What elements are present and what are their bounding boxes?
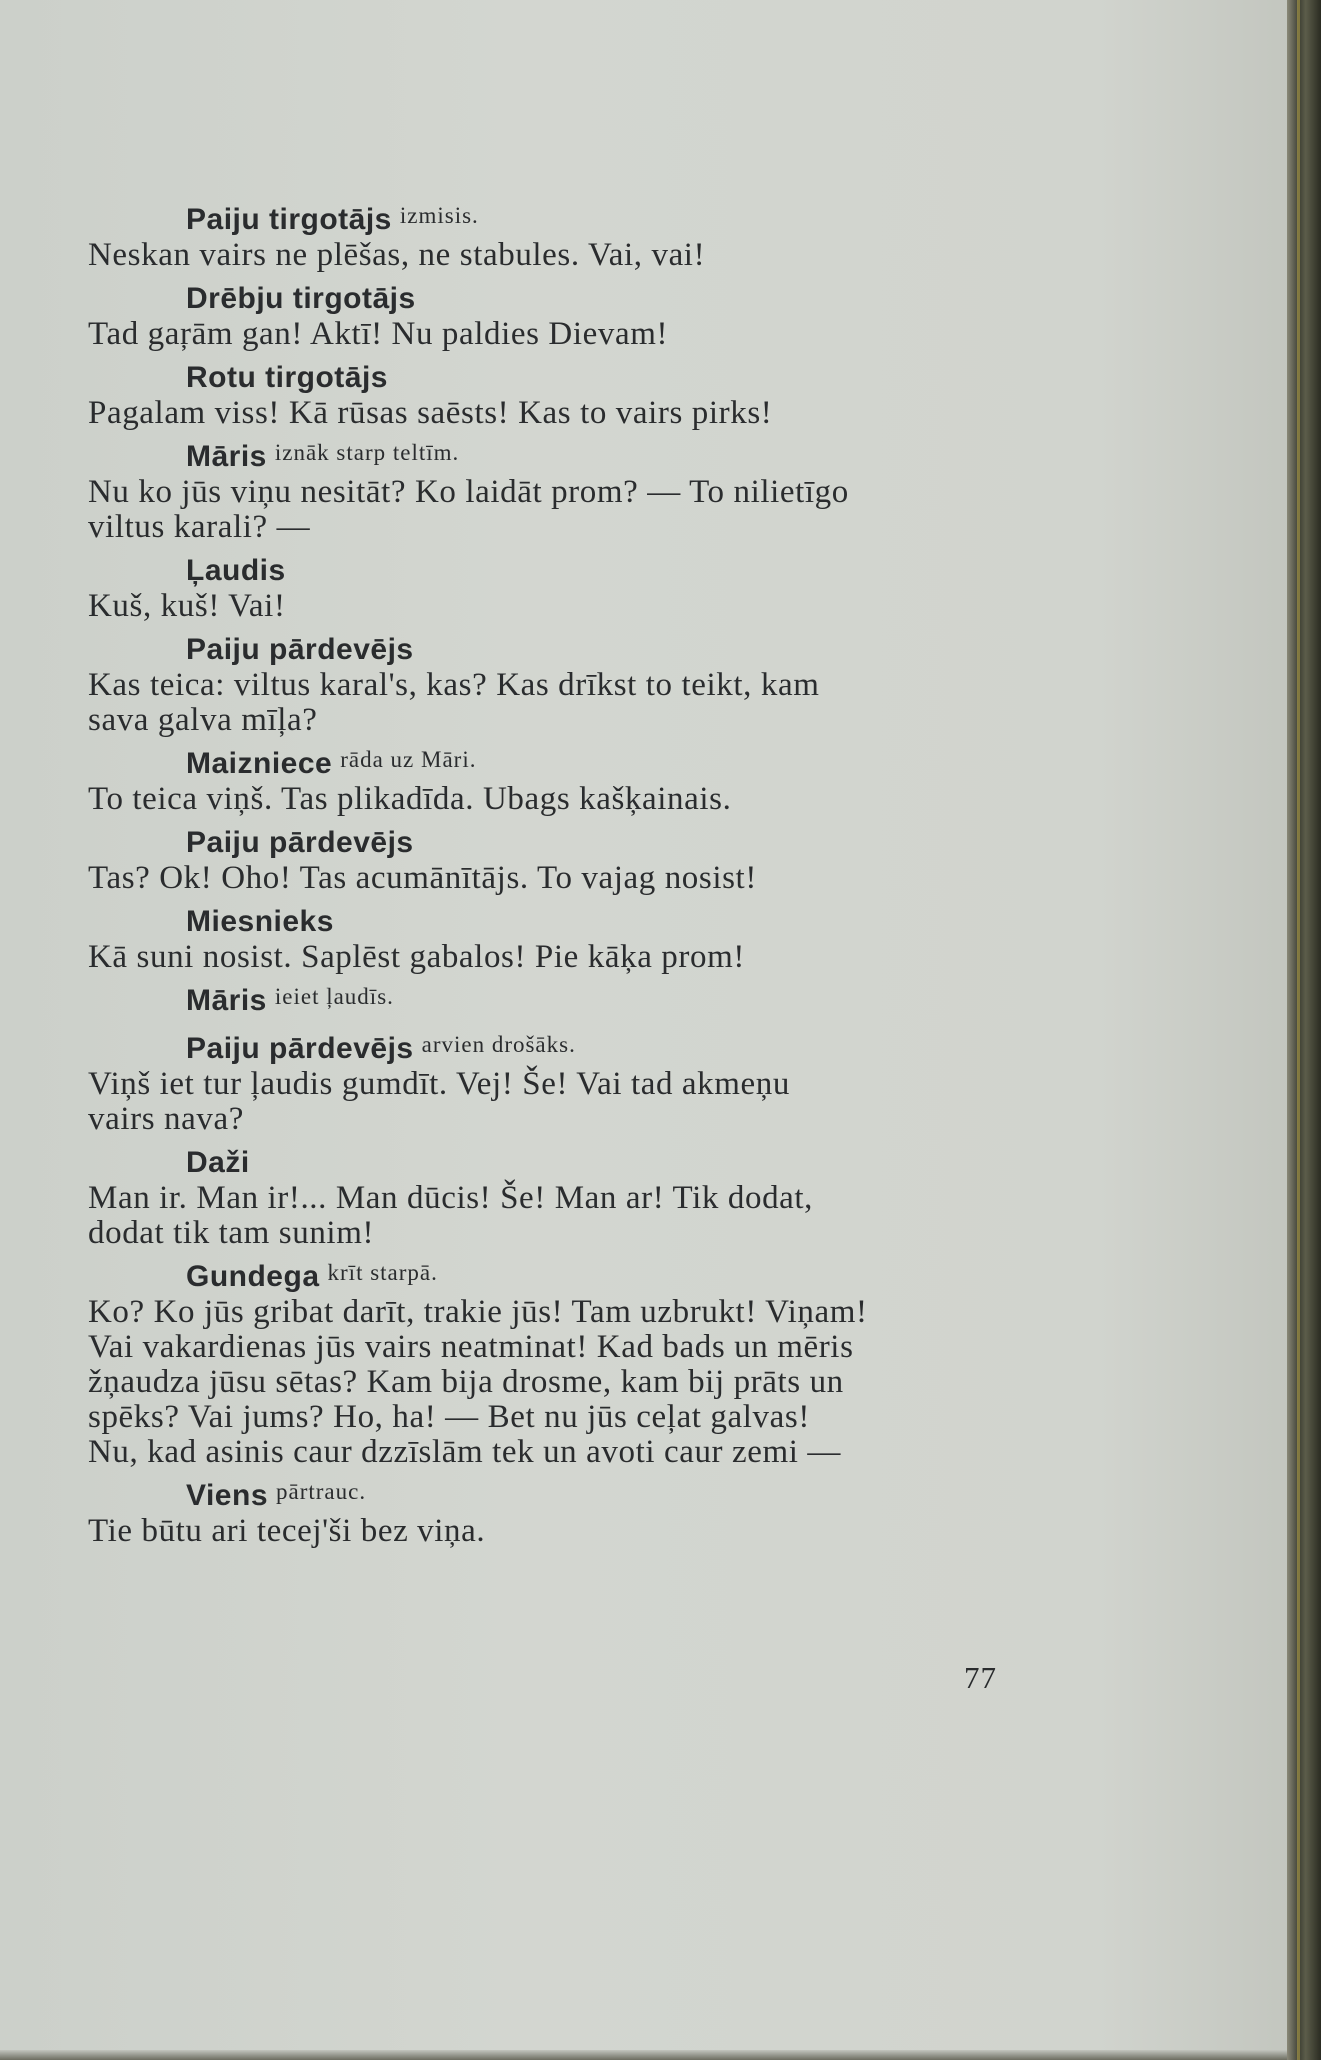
- speech-line: Viņš iet tur ļaudis gumdīt. Vej! Še! Vai tad akmeņu: [88, 1066, 790, 1102]
- speech-line: Ko? Ko jūs gribat darīt, trakie jūs! Tam uzbrukt! Viņam!: [88, 1294, 868, 1330]
- stage-direction: pārtrauc.: [276, 1479, 367, 1504]
- speaker-name: Māris: [186, 440, 267, 473]
- speaker-line: [88, 437, 1048, 475]
- speaker-line: [88, 279, 1048, 317]
- speech-line: Kas teica: viltus karal's, kas? Kas drīkst to teikt, kam: [88, 667, 820, 703]
- speech-text: [88, 238, 1048, 273]
- speech-line: Nu, kad asinis caur dzzīslām tek un avoti caur zemi —: [88, 1434, 841, 1470]
- dialogue-block: [88, 902, 1048, 975]
- dialogue-block: [88, 1029, 1048, 1137]
- stage-direction: krīt starpā.: [327, 1260, 438, 1285]
- dialogue-block: [88, 744, 1048, 817]
- speaker-name: Maizniece: [186, 747, 333, 780]
- speech-text: [88, 475, 1048, 545]
- speech-text: [88, 317, 1048, 352]
- speaker-name: Māris: [186, 984, 267, 1017]
- play-text: [88, 200, 1048, 1555]
- speech-line: Vai vakardienas jūs vairs neatminat! Kad bads un mēris: [88, 1329, 854, 1365]
- dialogue-block: [88, 823, 1048, 896]
- speech-line: Man ir. Man ir!... Man dūcis! Še! Man ar! Tik dodat,: [88, 1180, 814, 1216]
- speech-text: [88, 396, 1048, 431]
- speaker-name: Gundega: [186, 1260, 320, 1293]
- speaker-name: Paiju pārdevējs: [186, 826, 414, 859]
- speaker-name: Miesnieks: [186, 905, 334, 938]
- page-number: 77: [964, 1660, 997, 1695]
- speech-line: Neskan vairs ne plēšas, ne stabules. Vai, vai!: [88, 237, 706, 273]
- speech-line: spēks? Vai jums? Ho, ha! — Bet nu jūs ceļat galvas!: [88, 1399, 810, 1435]
- speaker-line: [88, 551, 1048, 589]
- speaker-line: [88, 1143, 1048, 1181]
- speaker-name: Paiju tirgotājs: [186, 203, 392, 236]
- speaker-line: [88, 200, 1048, 238]
- speech-line: žņaudza jūsu sētas? Kam bija drosme, kam bij prāts un: [88, 1364, 844, 1400]
- dialogue-block: [88, 981, 1048, 1019]
- speech-line: Nu ko jūs viņu nesitāt? Ko laidāt prom? — To nilietīgo: [88, 474, 849, 510]
- dialogue-block: [88, 551, 1048, 624]
- dialogue-block: [88, 1476, 1048, 1549]
- book-spine: [1287, 0, 1321, 2060]
- page-bottom-edge: [0, 2050, 1290, 2060]
- stage-direction: ieiet ļaudīs.: [274, 984, 394, 1009]
- speaker-line: [88, 1476, 1048, 1514]
- dialogue-block: [88, 200, 1048, 273]
- speech-line: Tas? Ok! Oho! Tas acumānītājs. To vajag nosist!: [88, 860, 757, 896]
- speaker-line: [88, 744, 1048, 782]
- stage-direction: izmisis.: [399, 203, 479, 228]
- speech-line: sava galva mīļa?: [88, 702, 318, 738]
- speech-line: viltus karali? —: [88, 509, 311, 545]
- speech-text: [88, 1514, 1048, 1549]
- speech-text: [88, 782, 1048, 817]
- speech-text: [88, 668, 1048, 738]
- speech-line: Kā suni nosist. Saplēst gabalos! Pie kāķa prom!: [88, 939, 745, 975]
- speech-text: [88, 589, 1048, 624]
- dialogue-block: [88, 437, 1048, 545]
- speech-line: Pagalam viss! Kā rūsas saēsts! Kas to vairs pirks!: [88, 395, 773, 431]
- stage-direction: arvien drošāks.: [421, 1032, 576, 1057]
- speaker-line: [88, 630, 1048, 668]
- speaker-name: Paiju pārdevējs: [186, 633, 414, 666]
- speaker-line: [88, 902, 1048, 940]
- speaker-name: Rotu tirgotājs: [186, 361, 388, 394]
- stage-direction: iznāk starp teltīm.: [274, 440, 460, 465]
- speaker-name: Viens: [186, 1479, 268, 1512]
- speech-text: [88, 861, 1048, 896]
- speaker-name: Ļaudis: [186, 554, 286, 587]
- speech-line: Kuš, kuš! Vai!: [88, 588, 286, 624]
- speech-text: [88, 1181, 1048, 1251]
- speaker-line: [88, 981, 1048, 1019]
- dialogue-block: [88, 1257, 1048, 1470]
- speech-line: Tad gaŗām gan! Aktī! Nu paldies Dievam!: [88, 316, 669, 352]
- speaker-line: [88, 1257, 1048, 1295]
- speaker-line: [88, 823, 1048, 861]
- dialogue-block: [88, 630, 1048, 738]
- dialogue-block: [88, 358, 1048, 431]
- stage-direction: rāda uz Māri.: [340, 747, 477, 772]
- speech-line: To teica viņš. Tas plikadīda. Ubags kašķainais.: [88, 781, 732, 817]
- speaker-name: Drēbju tirgotājs: [186, 282, 416, 315]
- speech-text: [88, 1295, 1048, 1470]
- speech-text: [88, 940, 1048, 975]
- speech-line: Tie būtu ari tecej'ši bez viņa.: [88, 1513, 486, 1549]
- speaker-line: [88, 1029, 1048, 1067]
- speech-line: dodat tik tam sunim!: [88, 1215, 375, 1251]
- speech-line: vairs nava?: [88, 1101, 244, 1137]
- dialogue-block: [88, 279, 1048, 352]
- speech-text: [88, 1067, 1048, 1137]
- dialogue-block: [88, 1143, 1048, 1251]
- speaker-name: Daži: [186, 1146, 250, 1179]
- speaker-line: [88, 358, 1048, 396]
- speaker-name: Paiju pārdevējs: [186, 1032, 414, 1065]
